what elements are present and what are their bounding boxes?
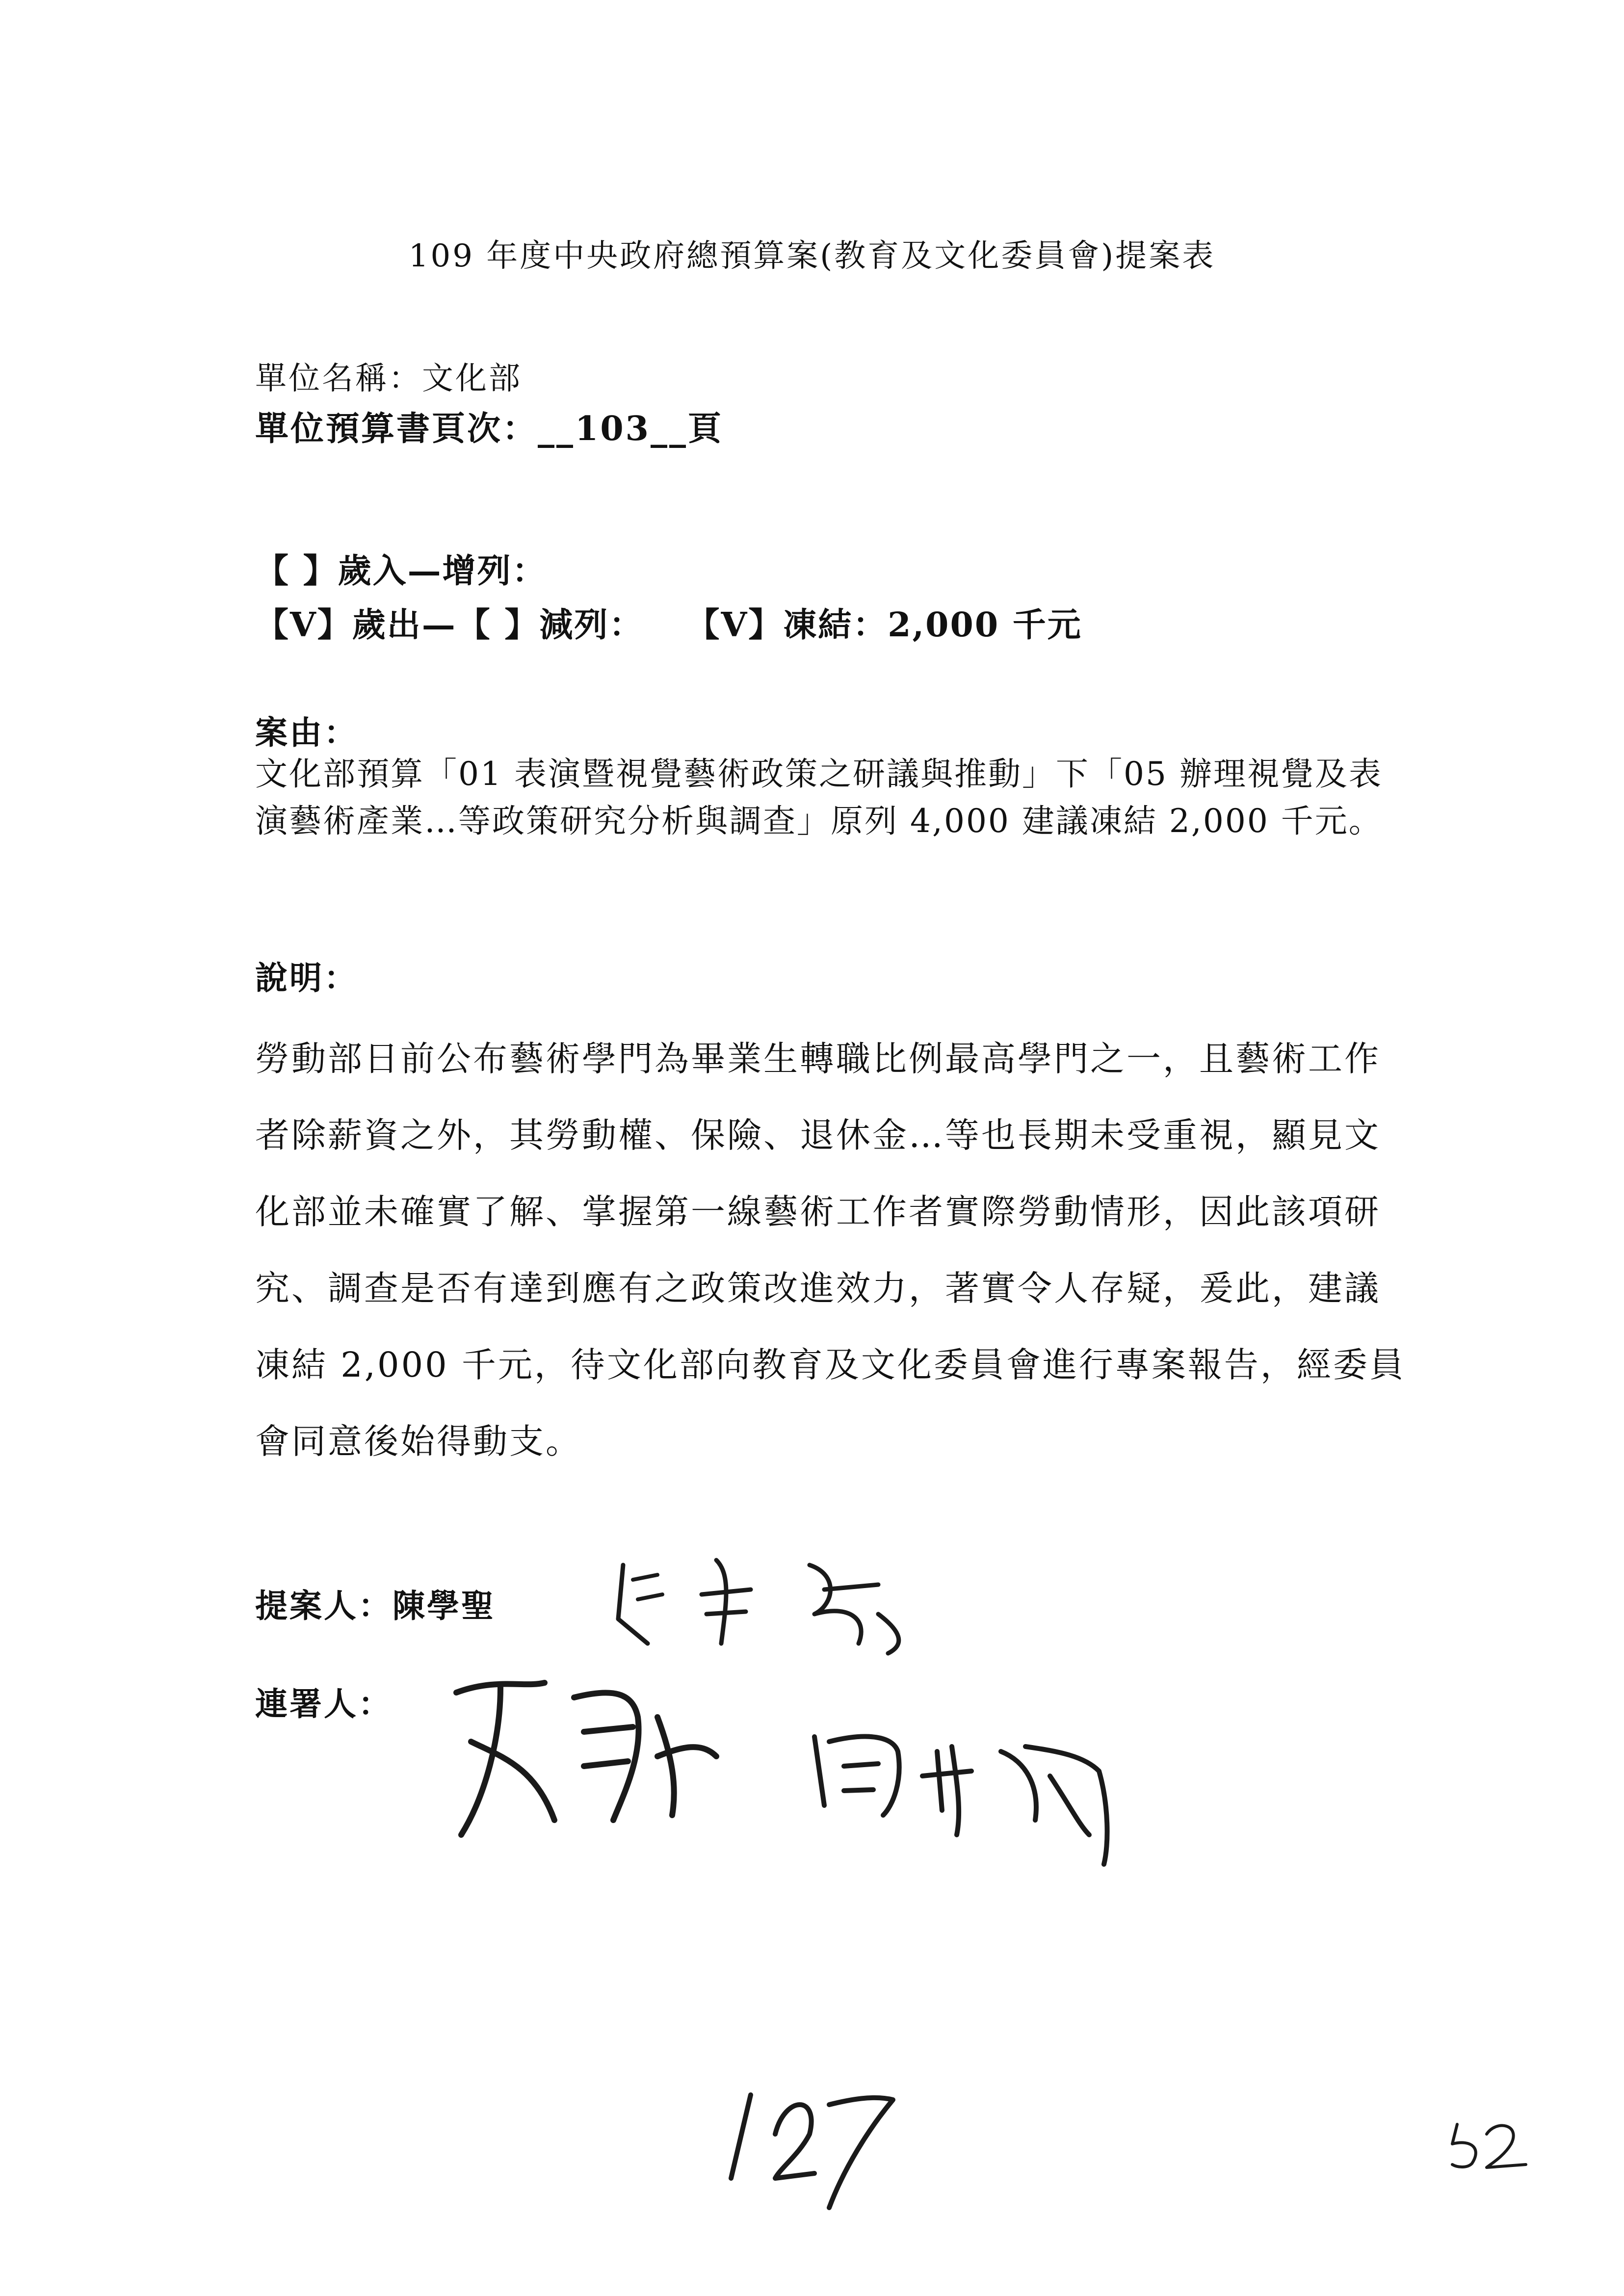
expense-line [255, 599, 1082, 646]
description-text: 勞動部日前公布藝術學門為畢業生轉職比例最高學門之一，且藝術工作者除薪資之外，其勞動權、保險、退休金…等也長期未受重視，顯見文化部並未確實了解、掌握第一線藝術工作者實際勞動情形，因此該項研究、調查是否有達到應有之政策改進效力，著實令人存疑，爰此，建議凍結 2,000 千元，待文化部向教育及文化委員會進行專案報告，經委員會同意後始得動支。 [255, 1039, 1406, 1461]
budget-page-line: 單位預算書頁次：__103__頁 [255, 409, 723, 448]
handwritten-page-number [721, 2075, 908, 2218]
handwritten-corner-number [1438, 2110, 1536, 2173]
proposer-signature [603, 1545, 957, 1663]
reason-heading: 案由： [255, 713, 358, 752]
cosigner-label: 連署人： [255, 1685, 393, 1723]
description-heading: 說明： [255, 959, 358, 997]
proposer-label: 提案人：陳學聖 [255, 1587, 496, 1625]
unit-name-line: 單位名稱：文化部 [255, 361, 522, 397]
freeze-amount-label: 【V】凍結：2,000 千元 [703, 605, 1082, 645]
reason-text: 文化部預算「01 表演暨視覺藝術政策之研議與推動」下「05 辦理視覺及表演藝術產業…等政策研究分析與調查」原列 4,000 建議凍結 2,000 千元。 [255, 755, 1383, 840]
cosigner-signature-2 [795, 1707, 1128, 1874]
cosigner-signature-1 [427, 1658, 731, 1869]
revenue-increase-line: 【 】歲入—增列： [255, 551, 547, 591]
document-title: 109 年度中央政府總預算案(教育及文化委員會)提案表 [408, 238, 1216, 274]
expense-decrease-label: 【V】歲出—【 】減列： [255, 605, 644, 645]
